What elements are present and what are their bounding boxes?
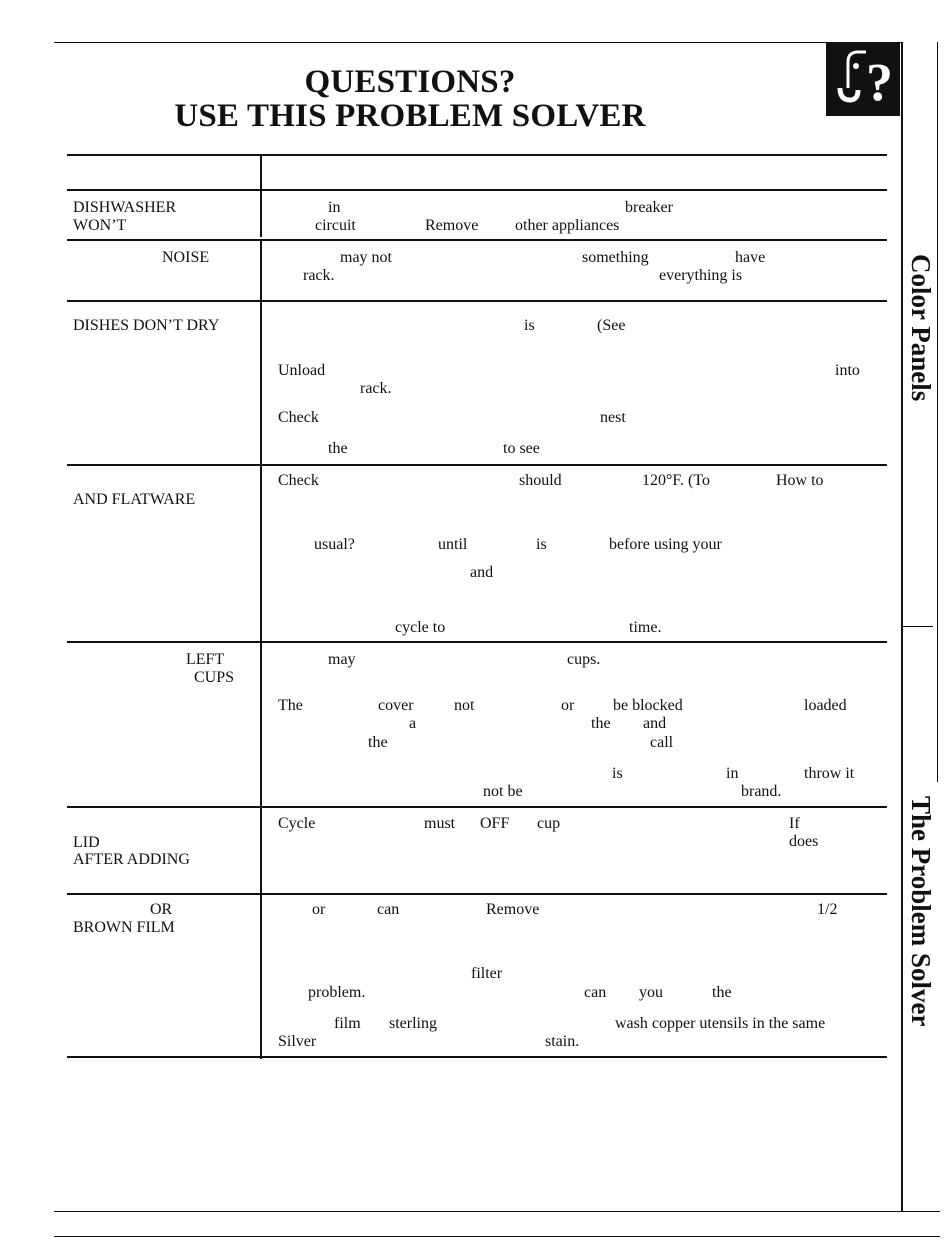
side-tab-problem-solver: The Problem Solver [906, 796, 936, 1027]
solution-word: nest [600, 409, 626, 426]
solution-word: How to [776, 472, 824, 489]
solution-word: other appliances [515, 217, 620, 234]
solution-word: rack. [303, 267, 335, 284]
solution-word: the [591, 715, 611, 732]
category-label: DISHES DON’T DRY [73, 317, 220, 334]
solution-word: can [377, 901, 400, 918]
solution-word: everything is [659, 267, 743, 284]
category-label: LID [73, 834, 100, 851]
solution-word: Remove [486, 901, 540, 918]
table-header-rule [67, 189, 887, 191]
solution-word: is [524, 317, 535, 334]
solution-word: Cycle [278, 815, 316, 832]
top-rule [54, 42, 902, 43]
page-title-line-1: QUESTIONS? [304, 64, 516, 100]
solution-word: the [328, 440, 348, 457]
category-label: BROWN FILM [73, 919, 175, 936]
row-rule-2 [67, 300, 887, 302]
row-rule-3 [67, 464, 887, 466]
category-label: AND FLATWARE [73, 491, 196, 508]
right-edge-rule [901, 42, 903, 1212]
row-rule-6 [67, 893, 887, 895]
solution-word: into [835, 362, 860, 379]
row-rule-5 [67, 806, 887, 808]
solution-word: cup [537, 815, 561, 832]
column-divider [260, 239, 262, 1059]
solution-word: something [582, 249, 649, 266]
solution-word: Silver [278, 1033, 317, 1050]
solution-word: in [328, 199, 341, 216]
solution-word: not be [483, 783, 523, 800]
solution-word: film [334, 1015, 361, 1032]
solution-word: brand. [741, 783, 782, 800]
side-tab-color-panels: Color Panels [906, 254, 936, 402]
solution-word: time. [629, 619, 662, 636]
category-label: DISHWASHER [73, 199, 177, 216]
category-label: LEFT [186, 651, 225, 668]
solution-word: call [650, 734, 674, 751]
question-mark-icon [826, 42, 900, 116]
solution-word: cover [378, 697, 414, 714]
tab-edge-rule [937, 42, 938, 782]
solution-word: be blocked [613, 697, 683, 714]
solution-word: stain. [545, 1033, 580, 1050]
solution-word: not [454, 697, 475, 714]
solution-word: OFF [480, 815, 510, 832]
solution-word: and [470, 564, 494, 581]
solution-word: is [612, 765, 623, 782]
solution-word: loaded [804, 697, 847, 714]
solution-word: a [409, 715, 417, 732]
solution-word: Check [278, 409, 319, 426]
solution-word: may [328, 651, 356, 668]
solution-word: wash copper utensils in the same [615, 1015, 826, 1032]
solution-word: must [424, 815, 456, 832]
solution-word: 120°F. (To [642, 472, 710, 489]
solution-word: before using your [609, 536, 722, 553]
solution-word: usual? [314, 536, 355, 553]
solution-word: the [712, 984, 732, 1001]
table-top-rule [67, 154, 887, 156]
solution-word: rack. [360, 380, 392, 397]
solution-word: the [368, 734, 388, 751]
solution-word: until [438, 536, 468, 553]
solution-word: Unload [278, 362, 326, 379]
solution-word: may not [340, 249, 392, 266]
solution-word: have [735, 249, 766, 266]
row-rule-4 [67, 641, 887, 643]
solution-word: cups. [567, 651, 601, 668]
solution-word: sterling [389, 1015, 437, 1032]
solution-word: or [312, 901, 326, 918]
solution-word: The [278, 697, 303, 714]
row-rule-1 [67, 239, 887, 241]
solution-word: Check [278, 472, 319, 489]
solution-word: breaker [625, 199, 673, 216]
svg-text:?: ? [866, 52, 893, 112]
category-label: WON’T [73, 217, 127, 234]
table-bottom-rule [67, 1056, 887, 1058]
bottom-rule-1 [54, 1211, 940, 1212]
tab-divider-rule [901, 626, 933, 627]
solution-word: can [584, 984, 607, 1001]
page-title-line-2: USE THIS PROBLEM SOLVER [174, 98, 646, 134]
solution-word: If [789, 815, 800, 832]
column-divider [260, 154, 262, 237]
category-label: NOISE [162, 249, 210, 266]
solution-word: problem. [308, 984, 366, 1001]
category-label: AFTER ADDING [73, 851, 190, 868]
solution-word: 1/2 [817, 901, 838, 918]
solution-word: does [789, 833, 819, 850]
bottom-rule-2 [54, 1236, 940, 1237]
solution-word: Remove [425, 217, 479, 234]
solution-word: in [726, 765, 739, 782]
solution-word: to see [503, 440, 540, 457]
solution-word: is [536, 536, 547, 553]
solution-word: circuit [315, 217, 356, 234]
solution-word: (See [597, 317, 626, 334]
solution-word: or [561, 697, 575, 714]
solution-word: cycle to [395, 619, 446, 636]
category-label: OR [150, 901, 173, 918]
solution-word: and [643, 715, 667, 732]
solution-word: should [519, 472, 562, 489]
solution-word: throw it [804, 765, 855, 782]
category-label: CUPS [194, 669, 235, 686]
solution-word: you [639, 984, 663, 1001]
solution-word: filter [471, 965, 503, 982]
